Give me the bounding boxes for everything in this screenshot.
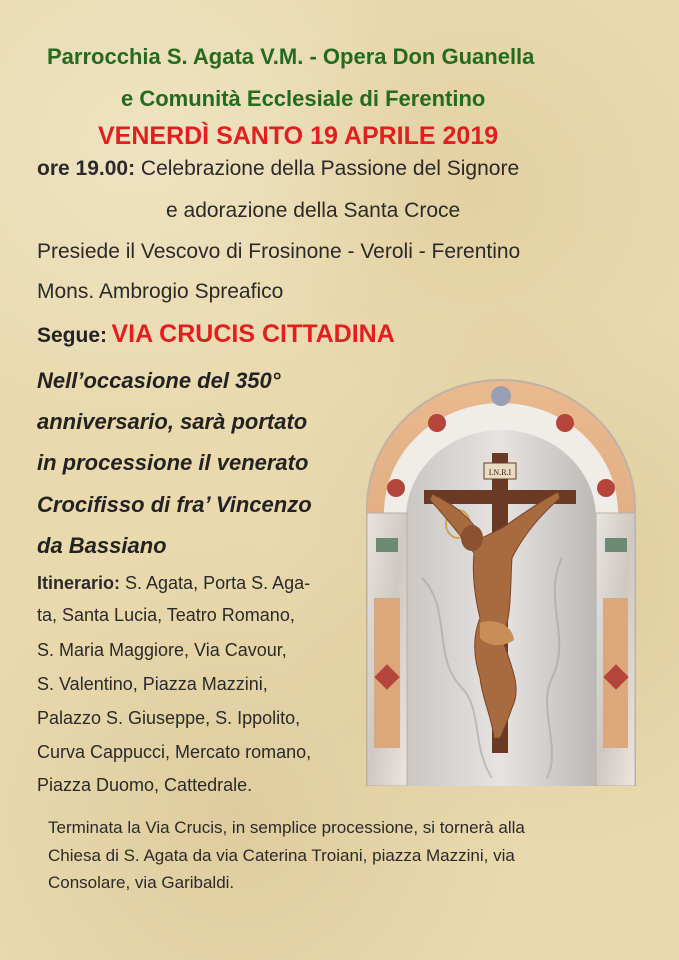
bishop-name: Mons. Ambrogio Spreafico [37,280,284,303]
occasion-line-5: da Bassiano [37,533,167,558]
footer-line-3: Consolare, via Garibaldi. [48,873,235,892]
segue-line [37,320,395,349]
itinerary-line-6: Curva Cappucci, Mercato romano, [37,742,312,762]
presider-line: Presiede il Vescovo di Frosinone - Veroli - Ferentino [37,240,521,263]
itinerary-label: Itinerario: [37,573,121,593]
adoration-line: e adorazione della Santa Croce [166,199,461,222]
crucifix-illustration [362,378,641,786]
celebration-line [37,157,519,181]
inri-plaque: I.N.R.I [488,468,512,477]
itinerary-line-1 [37,573,310,594]
event-date: VENERDÌ SANTO 19 APRILE 2019 [98,122,499,150]
community-title: e Comunità Ecclesiale di Ferentino [121,86,486,111]
time-label: ore 19.00: [37,157,136,180]
itinerary-line-4: S. Valentino, Piazza Mazzini, [37,674,268,694]
occasion-line-3: in processione il venerato [37,450,309,475]
itinerary-line-5: Palazzo S. Giuseppe, S. Ippolito, [37,708,301,728]
itinerary-line-3: S. Maria Maggiore, Via Cavour, [37,640,287,660]
crucifix-photo [362,378,641,786]
segue-label: Segue: [37,324,108,347]
occasion-line-2: anniversario, sarà portato [37,409,308,434]
footer-line-2: Chiesa di S. Agata da via Caterina Troiani, piazza Mazzini, via [48,846,515,865]
via-crucis-title: VIA CRUCIS CITTADINA [111,320,395,348]
itinerary-line-2: ta, Santa Lucia, Teatro Romano, [37,605,295,625]
itinerary-first: S. Agata, Porta S. Aga- [120,573,311,593]
itinerary-line-7: Piazza Duomo, Cattedrale. [37,775,253,795]
parish-title: Parrocchia S. Agata V.M. - Opera Don Guanella [47,44,535,69]
occasion-line-4: Crocifisso di fra’ Vincenzo [37,492,312,517]
footer-line-1: Terminata la Via Crucis, in semplice processione, si tornerà alla [48,818,525,837]
occasion-line-1: Nell’occasione del 350° [37,368,281,393]
celebration-text: Celebrazione della Passione del Signore [135,157,520,180]
